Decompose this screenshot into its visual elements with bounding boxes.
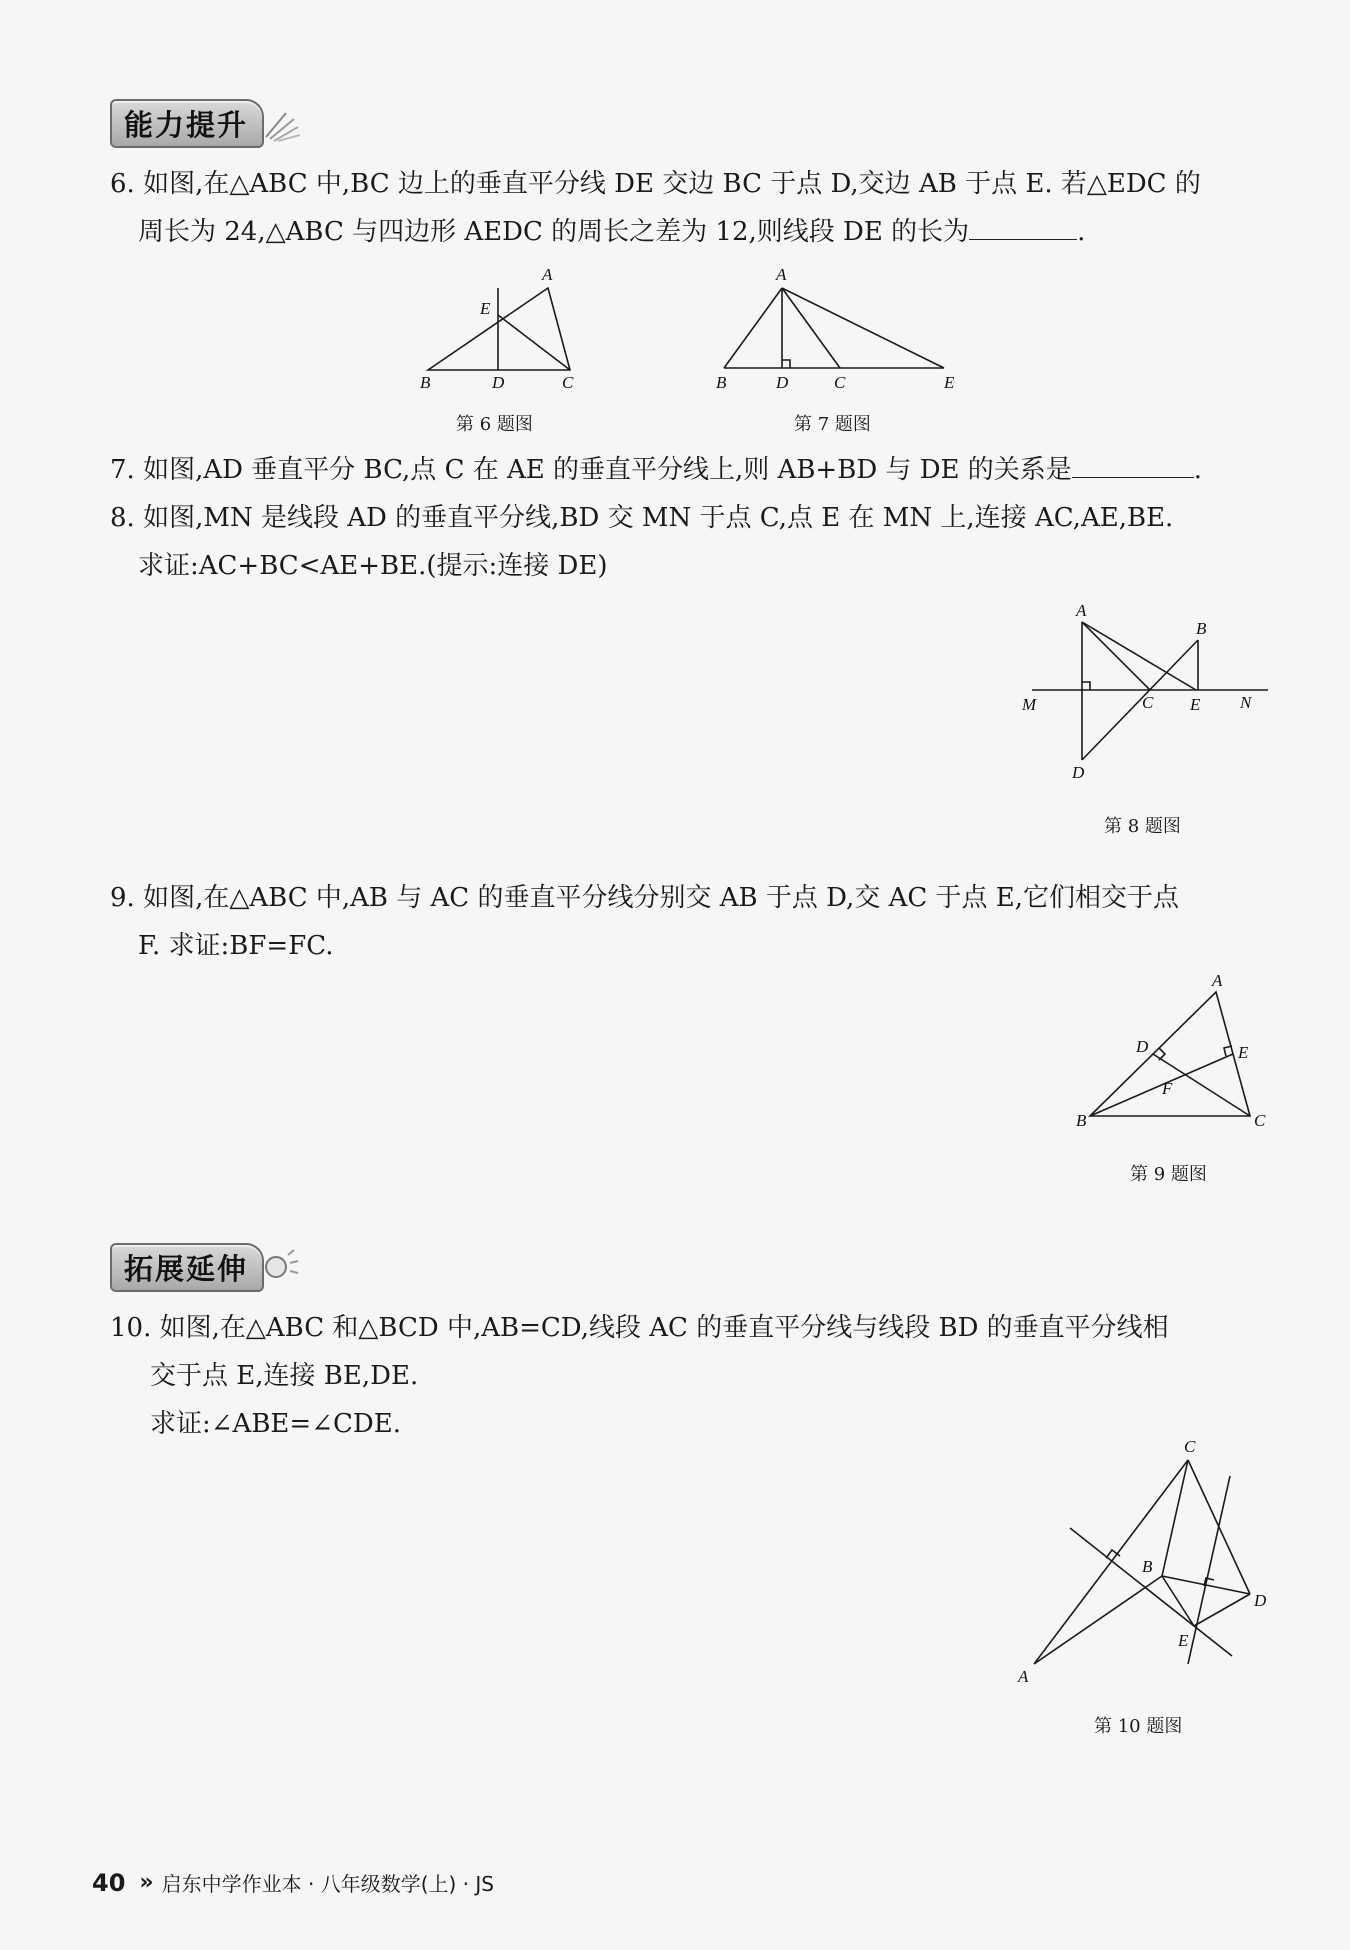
question-8 [110, 494, 1173, 590]
q6-line2-end: . [1077, 217, 1086, 247]
q10-line1: 10. 如图,在△ABC 和△BCD 中,AB=CD,线段 AC 的垂直平分线与线段 BD 的垂直平分线相 [110, 1313, 1169, 1343]
page-footer [92, 1868, 494, 1897]
segment-ab [724, 288, 782, 368]
segment-ae [782, 288, 944, 368]
lightbulb-icon [260, 1247, 304, 1287]
right-angle-mark [1082, 682, 1090, 690]
fig6-label-d: D [492, 373, 505, 392]
fig10-label-d: D [1254, 1591, 1267, 1610]
triangle-abc [428, 288, 570, 370]
fig9-caption: 第 9 题图 [1130, 1164, 1207, 1185]
figure-7 [712, 262, 962, 392]
fig8-caption: 第 8 题图 [1104, 816, 1181, 837]
q9-line2: F. 求证:BF=FC. [138, 931, 334, 961]
fig7-label-b: B [716, 373, 727, 392]
answer-blank[interactable] [1072, 449, 1194, 478]
fig7-caption: 第 7 题图 [794, 414, 871, 435]
fig8-label-e: E [1190, 695, 1201, 714]
answer-blank[interactable] [969, 211, 1077, 240]
fig8-label-c: C [1142, 693, 1154, 712]
sparkle-icon [260, 103, 304, 143]
fig9-label-e: E [1238, 1043, 1249, 1062]
section-title: 拓展延伸 [110, 1243, 264, 1292]
fig7-label-c: C [834, 373, 846, 392]
fig7-label-a: A [776, 265, 787, 284]
double-chevron-icon: » [139, 1870, 154, 1895]
fig9-label-c: C [1254, 1111, 1266, 1130]
fig8-label-n: N [1240, 693, 1252, 712]
fig10-label-e: E [1178, 1631, 1189, 1650]
segment-ec [498, 315, 570, 370]
question-9 [110, 874, 1179, 970]
fig8-label-a: A [1076, 601, 1087, 620]
fig9-label-a: A [1212, 971, 1223, 990]
figure-10 [1010, 1430, 1280, 1690]
page-number: 40 [92, 1868, 126, 1897]
q7-end: . [1193, 455, 1203, 485]
segment-be [1162, 1576, 1194, 1626]
q10-line2: 交于点 E,连接 BE,DE. [150, 1361, 419, 1391]
fig8-label-d: D [1072, 763, 1085, 782]
q8-line2: 求证:AC+BC<AE+BE.(提示:连接 DE) [138, 551, 608, 581]
figure-6 [420, 262, 580, 392]
fig10-label-a: A [1018, 1667, 1029, 1686]
q6-line2: 周长为 24,△ABC 与四边形 AEDC 的周长之差为 12,则线段 DE 的长为 [138, 217, 970, 247]
fig7-label-e: E [944, 373, 955, 392]
q8-line1: 8. 如图,MN 是线段 AD 的垂直平分线,BD 交 MN 于点 C,点 E 在 MN 上,连接 AC,AE,BE. [110, 503, 1174, 533]
q7-text: 7. 如图,AD 垂直平分 BC,点 C 在 AE 的垂直平分线上,则 AB+BD 与 DE 的关系是 [110, 455, 1072, 485]
q6-line1: 6. 如图,在△ABC 中,BC 边上的垂直平分线 DE 交边 BC 于点 D,交边 AB 于点 E. 若△EDC 的 [110, 169, 1201, 199]
fig6-label-c: C [562, 373, 574, 392]
fig9-label-b: B [1076, 1111, 1087, 1130]
figure-9 [1064, 970, 1284, 1140]
perp-bisector-ac [1070, 1528, 1232, 1656]
fig10-label-b: B [1142, 1557, 1153, 1576]
right-angle-mark [782, 360, 790, 368]
question-10 [110, 1304, 1169, 1448]
q10-line3: 求证:∠ABE=∠CDE. [150, 1409, 401, 1439]
fig6-label-b: B [420, 373, 431, 392]
segment-ab [1034, 1576, 1162, 1664]
figure-8 [1018, 600, 1278, 790]
book-title: 启东中学作业本 · 八年级数学(上) · JS [161, 1872, 494, 1896]
fig6-label-e: E [480, 299, 491, 318]
fig8-label-b: B [1196, 619, 1207, 638]
fig9-label-d: D [1136, 1037, 1149, 1056]
segment-ac [782, 288, 840, 368]
question-6 [110, 160, 1201, 256]
fig10-caption: 第 10 题图 [1094, 1716, 1183, 1737]
fig10-label-c: C [1184, 1437, 1196, 1456]
fig7-label-d: D [776, 373, 789, 392]
fig6-label-a: A [542, 265, 553, 284]
fig6-caption: 第 6 题图 [456, 414, 533, 435]
question-7 [110, 446, 1202, 494]
fig8-label-m: M [1022, 695, 1037, 714]
right-angle-mark-d [1159, 1048, 1165, 1060]
fig9-label-f: F [1162, 1079, 1173, 1098]
section-header-ability [110, 100, 304, 146]
section-header-extension [110, 1244, 304, 1290]
section-title: 能力提升 [110, 99, 264, 148]
q9-line1: 9. 如图,在△ABC 中,AB 与 AC 的垂直平分线分别交 AB 于点 D,交 AC 于点 E,它们相交于点 [110, 883, 1180, 913]
right-angle-mark-ac [1106, 1550, 1120, 1558]
segment-bd [1082, 640, 1198, 760]
